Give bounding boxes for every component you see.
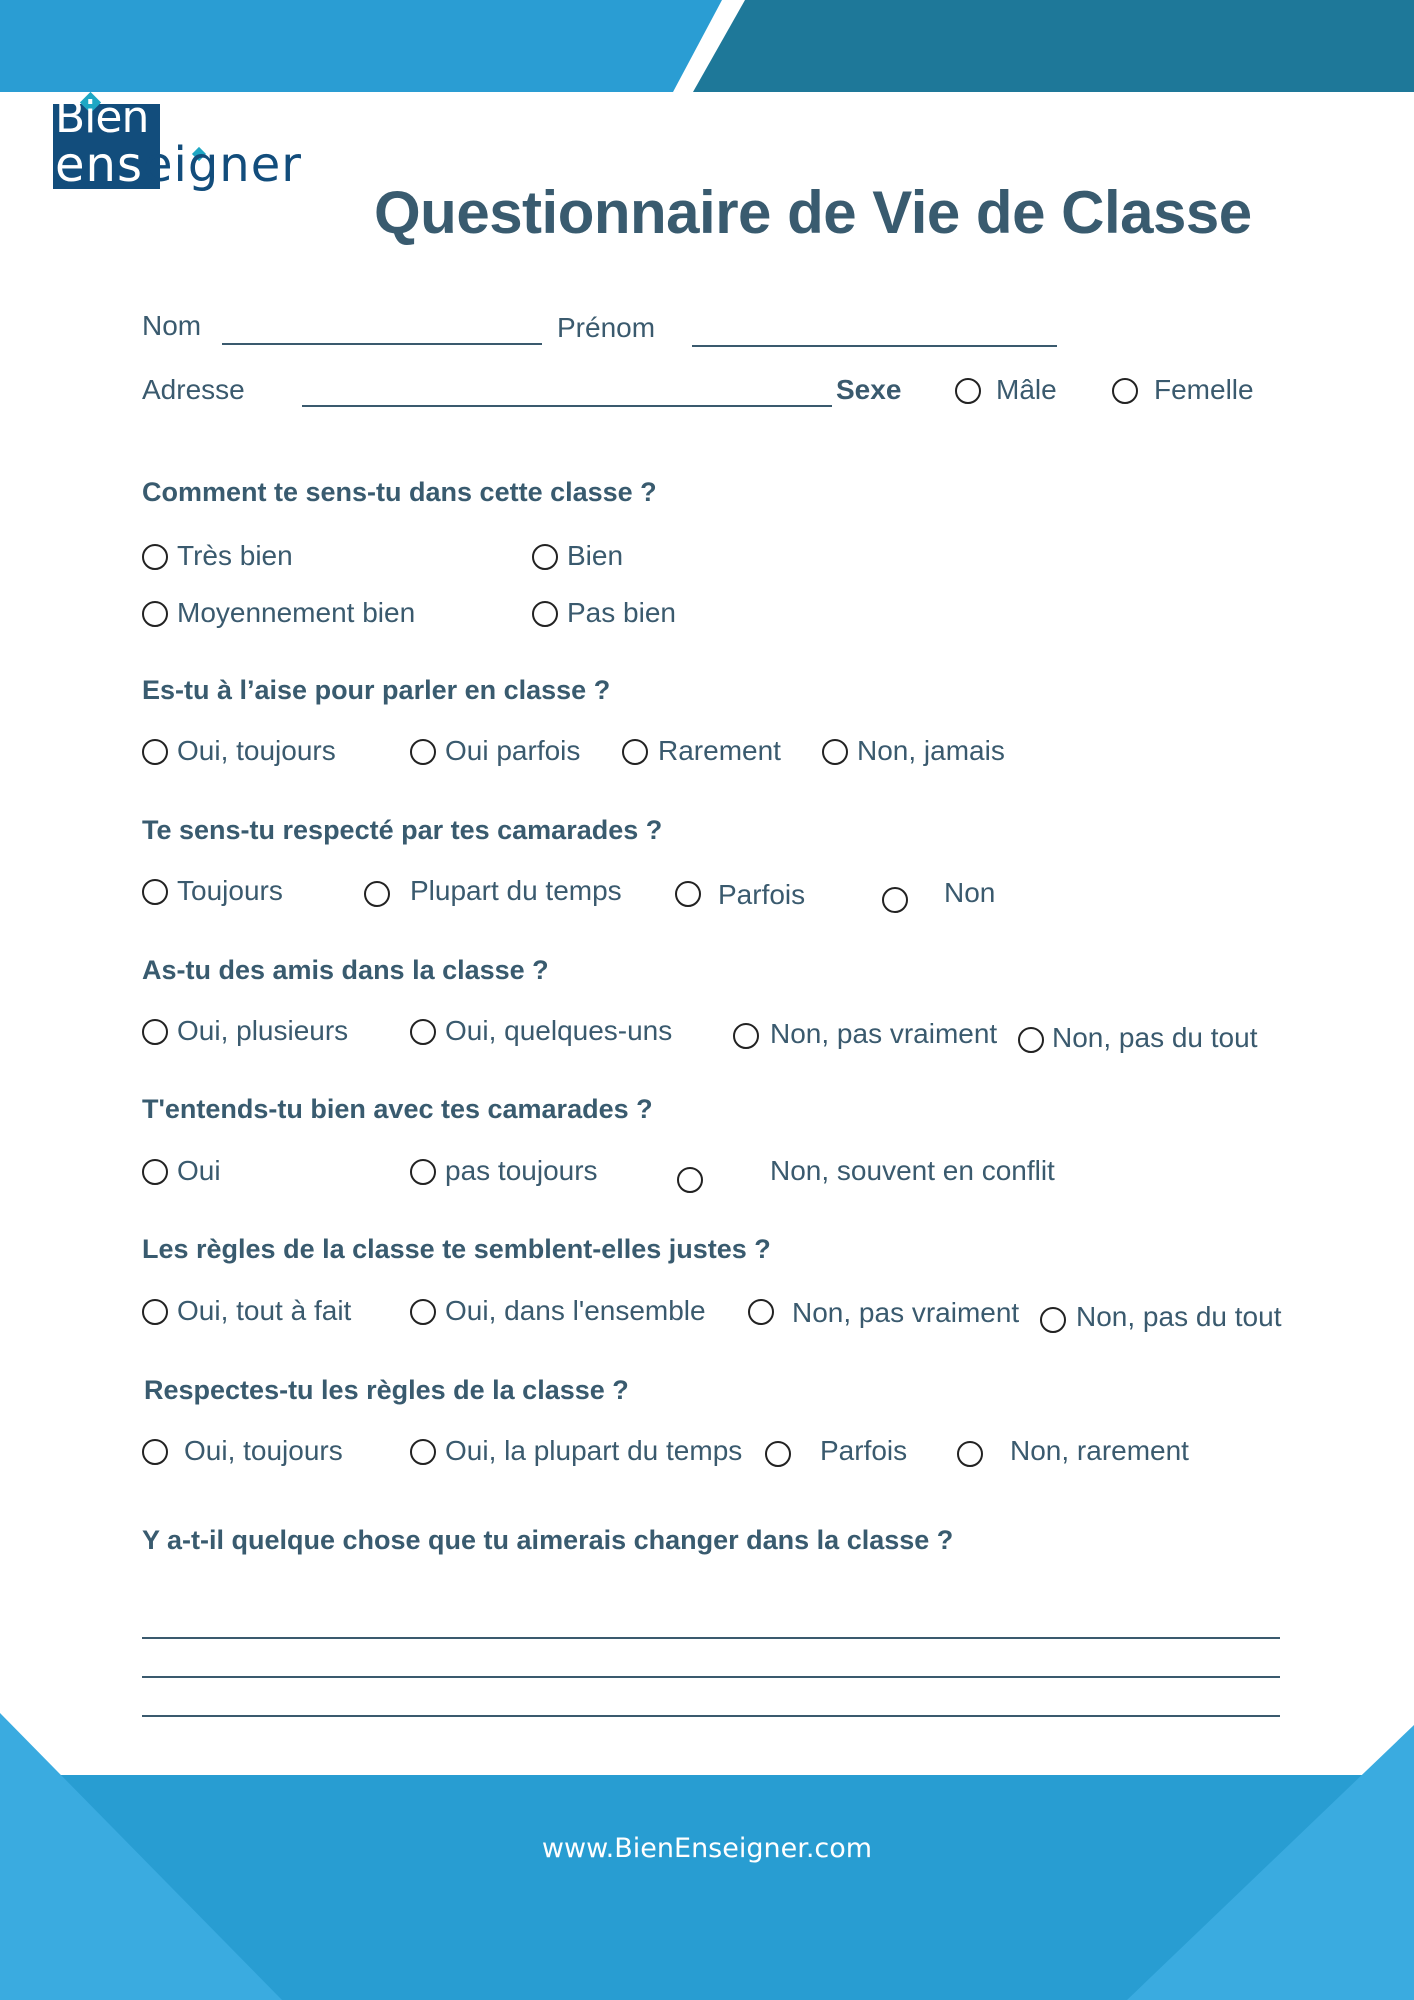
radio-q1-opt4[interactable]	[532, 601, 558, 627]
q4-option-3: Non, pas vraiment	[770, 1018, 998, 1049]
radio-q7-opt4[interactable]	[957, 1441, 983, 1467]
radio-q5-opt3[interactable]	[677, 1167, 703, 1193]
radio-q7-opt3[interactable]	[765, 1441, 791, 1467]
answer-line-3[interactable]	[142, 1715, 1280, 1717]
q2-option-2: Oui parfois	[445, 735, 581, 766]
q1-option-1: Très bien	[177, 540, 293, 571]
question-3: Te sens-tu respecté par tes camarades ?	[142, 815, 663, 845]
radio-q6-opt2[interactable]	[410, 1299, 436, 1325]
radio-q1-opt3[interactable]	[142, 601, 168, 627]
q2-option-4: Non, jamais	[857, 735, 1005, 766]
bien-enseigner-logo	[53, 92, 338, 207]
answer-line-1[interactable]	[142, 1637, 1280, 1639]
radio-q2-opt2[interactable]	[410, 739, 436, 765]
question-7: Respectes-tu les règles de la classe ?	[144, 1375, 629, 1405]
header-band-light	[0, 0, 722, 92]
prenom-field[interactable]	[692, 345, 1057, 347]
answer-line-2[interactable]	[142, 1676, 1280, 1678]
adresse-field[interactable]	[302, 405, 832, 407]
radio-q2-opt1[interactable]	[142, 739, 168, 765]
q5-option-1: Oui	[177, 1155, 221, 1186]
question-6: Les règles de la classe te semblent-elles justes ?	[142, 1234, 771, 1264]
q3-option-3: Parfois	[718, 879, 806, 910]
q5-option-3: Non, souvent en conflit	[770, 1155, 1055, 1186]
radio-q7-opt2[interactable]	[410, 1439, 436, 1465]
q4-option-4: Non, pas du tout	[1052, 1022, 1258, 1053]
radio-sexe-male[interactable]	[955, 378, 981, 404]
question-4: As-tu des amis dans la classe ?	[142, 955, 549, 985]
q2-option-3: Rarement	[658, 735, 781, 766]
q6-option-2: Oui, dans l'ensemble	[445, 1295, 706, 1326]
radio-q3-opt1[interactable]	[142, 879, 168, 905]
q1-option-4: Pas bien	[567, 597, 676, 628]
q3-option-2: Plupart du temps	[410, 875, 622, 906]
radio-q2-opt4[interactable]	[822, 739, 848, 765]
radio-q3-opt4[interactable]	[882, 887, 908, 913]
q3-option-4: Non	[944, 877, 996, 908]
question-5: T'entends-tu bien avec tes camarades ?	[142, 1094, 653, 1124]
q7-option-2: Oui, la plupart du temps	[445, 1435, 743, 1466]
q1-option-3: Moyennement bien	[177, 597, 416, 628]
radio-q4-opt2[interactable]	[410, 1019, 436, 1045]
logo-text-enseigner: enseigner	[55, 137, 302, 193]
logo-text-bien: Bien	[55, 92, 149, 143]
radio-q3-opt3[interactable]	[675, 881, 701, 907]
nom-field[interactable]	[222, 343, 542, 345]
radio-q6-opt3[interactable]	[748, 1299, 774, 1325]
nom-label: Nom	[142, 310, 202, 341]
radio-q7-opt1[interactable]	[142, 1439, 168, 1465]
radio-q5-opt1[interactable]	[142, 1159, 168, 1185]
footer-website-link[interactable]: www.BienEnseigner.com	[541, 1833, 873, 1864]
q6-option-3: Non, pas vraiment	[792, 1297, 1020, 1328]
q4-option-1: Oui, plusieurs	[177, 1015, 349, 1046]
prenom-label: Prénom	[557, 312, 656, 343]
q6-option-4: Non, pas du tout	[1076, 1301, 1282, 1332]
header-band-dark	[693, 0, 1414, 92]
radio-q6-opt1[interactable]	[142, 1299, 168, 1325]
q6-option-1: Oui, tout à fait	[177, 1295, 352, 1326]
radio-sexe-femelle[interactable]	[1112, 378, 1138, 404]
question-2: Es-tu à l’aise pour parler en classe ?	[142, 675, 611, 705]
q1-option-2: Bien	[567, 540, 624, 571]
radio-q5-opt2[interactable]	[410, 1159, 436, 1185]
q7-option-4: Non, rarement	[1010, 1435, 1189, 1466]
adresse-label: Adresse	[142, 374, 245, 405]
radio-q6-opt4[interactable]	[1040, 1307, 1066, 1333]
q3-option-1: Toujours	[177, 875, 283, 906]
q5-option-2: pas toujours	[445, 1155, 598, 1186]
question-1: Comment te sens-tu dans cette classe ?	[142, 477, 657, 507]
radio-q1-opt2[interactable]	[532, 544, 558, 570]
sexe-option-femelle: Femelle	[1154, 374, 1254, 405]
question-8: Y a-t-il quelque chose que tu aimerais changer dans la classe ?	[142, 1525, 954, 1555]
radio-q1-opt1[interactable]	[142, 544, 168, 570]
radio-q3-opt2[interactable]	[364, 881, 390, 907]
radio-q4-opt4[interactable]	[1018, 1027, 1044, 1053]
sexe-label: Sexe	[836, 374, 902, 405]
radio-q4-opt1[interactable]	[142, 1019, 168, 1045]
q7-option-1: Oui, toujours	[184, 1435, 343, 1466]
q2-option-1: Oui, toujours	[177, 735, 336, 766]
q4-option-2: Oui, quelques-uns	[445, 1015, 673, 1046]
radio-q2-opt3[interactable]	[622, 739, 648, 765]
page-title: Questionnaire de Vie de Classe	[374, 179, 1252, 246]
sexe-option-male: Mâle	[996, 374, 1057, 405]
q7-option-3: Parfois	[820, 1435, 908, 1466]
radio-q4-opt3[interactable]	[733, 1023, 759, 1049]
